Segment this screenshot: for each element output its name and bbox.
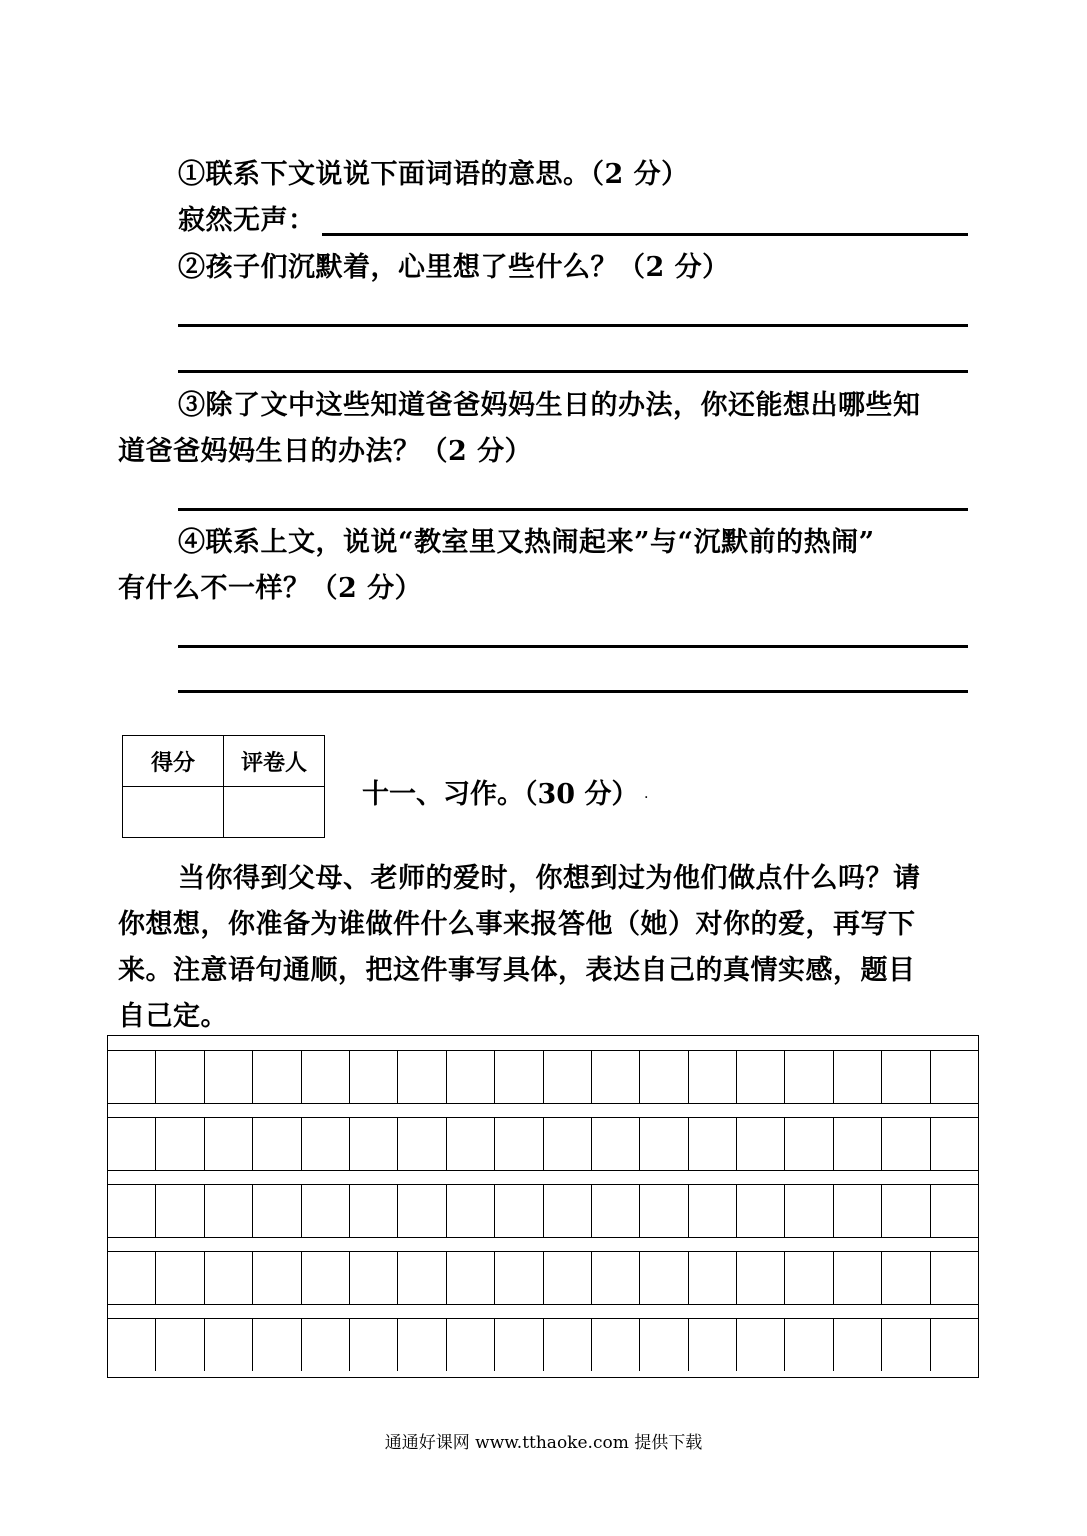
grid-cell[interactable] (253, 1185, 301, 1237)
grid-cell[interactable] (350, 1118, 398, 1170)
grid-cell[interactable] (253, 1118, 301, 1170)
grid-cell[interactable] (447, 1185, 495, 1237)
grid-cell[interactable] (495, 1319, 543, 1371)
question-3 (118, 383, 978, 475)
grid-cell[interactable] (495, 1252, 543, 1304)
question-1: ①联系下文说说下面词语的意思。（2 分） (178, 159, 689, 190)
grid-cell[interactable] (108, 1252, 156, 1304)
grid-cell[interactable] (495, 1118, 543, 1170)
grid-cell[interactable] (737, 1319, 785, 1371)
grid-cell[interactable] (689, 1118, 737, 1170)
grid-cell[interactable] (882, 1319, 930, 1371)
grid-cell[interactable] (398, 1252, 446, 1304)
grid-cell[interactable] (737, 1252, 785, 1304)
writing-prompt (118, 856, 978, 1040)
grid-cell[interactable] (398, 1185, 446, 1237)
grid-cell[interactable] (447, 1118, 495, 1170)
grid-cell[interactable] (689, 1319, 737, 1371)
grid-cell[interactable] (544, 1252, 592, 1304)
grid-cell[interactable] (592, 1118, 640, 1170)
grid-cell[interactable] (544, 1118, 592, 1170)
grid-cell[interactable] (350, 1319, 398, 1371)
grid-cell[interactable] (737, 1118, 785, 1170)
writing-grid[interactable] (107, 1035, 979, 1378)
grid-cell[interactable] (785, 1185, 833, 1237)
grid-cell[interactable] (931, 1118, 978, 1170)
grid-cell[interactable] (834, 1118, 882, 1170)
grid-spacer (108, 1170, 978, 1185)
grid-cell[interactable] (785, 1319, 833, 1371)
prompt-line-2: 你想想，你准备为谁做件什么事来报答他（她）对你的爱，再写下 (118, 909, 916, 940)
grid-cell[interactable] (302, 1118, 350, 1170)
grid-cell[interactable] (785, 1118, 833, 1170)
grid-cell[interactable] (350, 1185, 398, 1237)
grid-cell[interactable] (447, 1051, 495, 1103)
grid-cell[interactable] (544, 1051, 592, 1103)
grid-cell[interactable] (253, 1319, 301, 1371)
grid-row (108, 1319, 978, 1371)
answer-line-q3[interactable] (178, 508, 968, 511)
grid-cell[interactable] (156, 1118, 204, 1170)
grid-cell[interactable] (544, 1185, 592, 1237)
grid-cell[interactable] (495, 1051, 543, 1103)
grader-cell[interactable] (224, 787, 325, 838)
answer-line-q4-2[interactable] (178, 690, 968, 693)
grid-spacer (108, 1237, 978, 1252)
grid-cell[interactable] (882, 1118, 930, 1170)
grid-row (108, 1118, 978, 1170)
grid-row (108, 1252, 978, 1304)
section-title-text: 十一、习作。（30 分） (362, 779, 639, 810)
grid-cell[interactable] (834, 1051, 882, 1103)
grid-cell[interactable] (592, 1051, 640, 1103)
grid-cell[interactable] (108, 1051, 156, 1103)
section-title-dot: . (644, 790, 648, 801)
grid-cell[interactable] (882, 1051, 930, 1103)
page-footer: 通通好课网 www.tthaoke.com 提供下载 (384, 1433, 703, 1453)
grid-cell[interactable] (447, 1252, 495, 1304)
prompt-line-1: 当你得到父母、老师的爱时，你想到过为他们做点什么吗？请 (178, 863, 921, 894)
prompt-line-4: 自己定。 (118, 1001, 228, 1032)
grid-cell[interactable] (350, 1252, 398, 1304)
grid-cell[interactable] (834, 1319, 882, 1371)
section-title (362, 772, 648, 811)
grid-cell[interactable] (834, 1185, 882, 1237)
grid-cell[interactable] (931, 1319, 978, 1371)
grid-cell[interactable] (592, 1319, 640, 1371)
grid-cell[interactable] (640, 1051, 688, 1103)
grid-cell[interactable] (108, 1319, 156, 1371)
grid-spacer (108, 1036, 978, 1051)
grid-cell[interactable] (156, 1185, 204, 1237)
grid-cell[interactable] (205, 1118, 253, 1170)
grid-cell[interactable] (350, 1051, 398, 1103)
grid-cell[interactable] (108, 1118, 156, 1170)
grid-cell[interactable] (689, 1185, 737, 1237)
grid-cell[interactable] (398, 1319, 446, 1371)
score-table (122, 735, 325, 838)
grid-cell[interactable] (253, 1051, 301, 1103)
grid-cell[interactable] (737, 1185, 785, 1237)
grid-cell[interactable] (592, 1185, 640, 1237)
grid-row (108, 1051, 978, 1103)
grid-cell[interactable] (785, 1252, 833, 1304)
grid-cell[interactable] (302, 1319, 350, 1371)
grid-cell[interactable] (689, 1051, 737, 1103)
question-1-term: 寂然无声： (178, 205, 316, 236)
grid-cell[interactable] (931, 1185, 978, 1237)
grid-cell[interactable] (931, 1051, 978, 1103)
question-2: ②孩子们沉默着，心里想了些什么？（2 分） (178, 252, 730, 283)
grid-cell[interactable] (205, 1185, 253, 1237)
grid-cell[interactable] (108, 1185, 156, 1237)
prompt-line-3: 来。注意语句通顺，把这件事写具体，表达自己的真情实感，题目 (118, 955, 916, 986)
question-4-line-1: ④联系上文，说说“教室里又热闹起来”与“沉默前的热闹” (178, 527, 875, 558)
grid-cell[interactable] (253, 1252, 301, 1304)
grid-cell[interactable] (544, 1319, 592, 1371)
grid-cell[interactable] (882, 1252, 930, 1304)
grid-cell[interactable] (156, 1051, 204, 1103)
grid-cell[interactable] (640, 1252, 688, 1304)
grid-cell[interactable] (931, 1252, 978, 1304)
grid-cell[interactable] (834, 1252, 882, 1304)
answer-line-q2-2[interactable] (178, 370, 968, 373)
grid-cell[interactable] (205, 1252, 253, 1304)
grid-row (108, 1185, 978, 1237)
grid-cell[interactable] (398, 1051, 446, 1103)
grid-cell[interactable] (592, 1252, 640, 1304)
grid-cell[interactable] (640, 1118, 688, 1170)
answer-line-q2-1[interactable] (178, 324, 968, 327)
grid-cell[interactable] (205, 1051, 253, 1103)
grid-cell[interactable] (156, 1319, 204, 1371)
question-4 (118, 520, 978, 612)
grid-cell[interactable] (302, 1051, 350, 1103)
grader-header: 评卷人 (224, 736, 325, 787)
grid-cell[interactable] (156, 1252, 204, 1304)
grid-cell[interactable] (495, 1185, 543, 1237)
question-4-line-2: 有什么不一样？（2 分） (118, 573, 423, 604)
grid-spacer (108, 1304, 978, 1319)
grid-cell[interactable] (689, 1252, 737, 1304)
grid-spacer (108, 1103, 978, 1118)
grid-cell[interactable] (640, 1185, 688, 1237)
answer-line-q1[interactable] (322, 233, 968, 236)
grid-cell[interactable] (447, 1319, 495, 1371)
grid-cell[interactable] (398, 1118, 446, 1170)
question-3-line-1: ③除了文中这些知道爸爸妈妈生日的办法，你还能想出哪些知 (178, 390, 921, 421)
question-3-line-2: 道爸爸妈妈生日的办法？（2 分） (118, 436, 533, 467)
grid-cell[interactable] (302, 1252, 350, 1304)
score-header: 得分 (123, 736, 224, 787)
score-cell[interactable] (123, 787, 224, 838)
grid-cell[interactable] (737, 1051, 785, 1103)
grid-cell[interactable] (302, 1185, 350, 1237)
answer-line-q4-1[interactable] (178, 645, 968, 648)
grid-cell[interactable] (205, 1319, 253, 1371)
grid-cell[interactable] (882, 1185, 930, 1237)
grid-cell[interactable] (640, 1319, 688, 1371)
grid-cell[interactable] (785, 1051, 833, 1103)
